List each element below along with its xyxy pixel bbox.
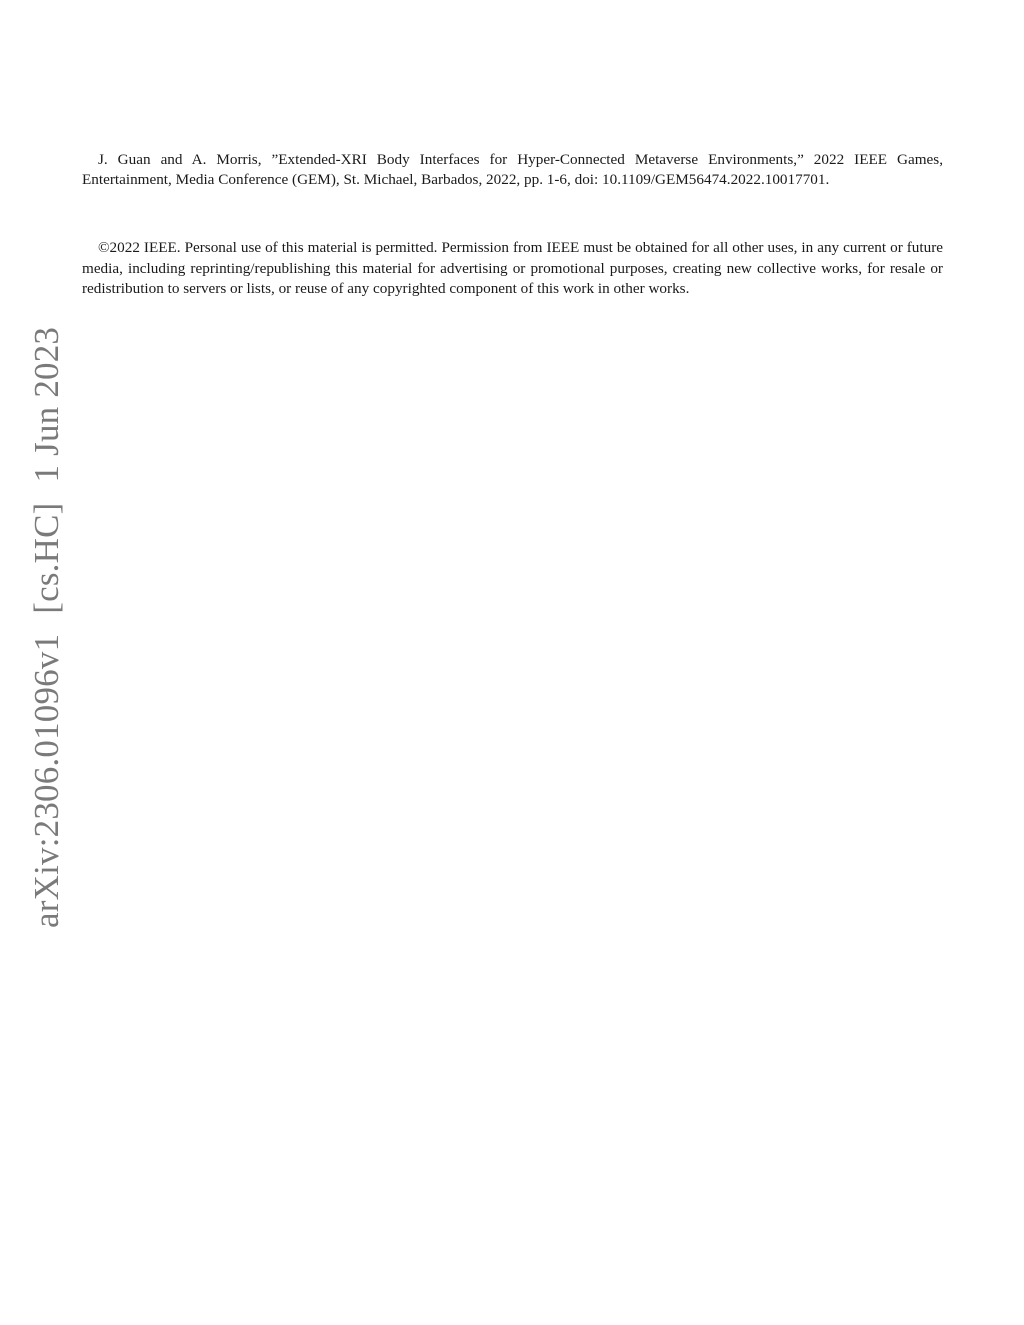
arxiv-date: 1 Jun 2023 [27,326,66,483]
copyright-notice: ©2022 IEEE. Personal use of this material is permitted. Permission from IEEE must be obtained for all other uses, in any current or future media, including reprinting/republishing this material for advertising or promotional purposes, creating new collective works, for resale or redistribution to servers or lists, or reuse of any copyrighted component of this work in other works. [82,239,943,297]
arxiv-side-stamp [29,327,65,928]
citation-paragraph: J. Guan and A. Morris, ”Extended-XRI Body Interfaces for Hyper-Connected Metaverse Environments,” 2022 IEEE Games, Entertainment, Media Conference (GEM), St. Michael, Barbados, 2022, pp. 1-6, doi: 10.1109/GEM56474.2022.10017701. [82,151,943,188]
arxiv-category: [cs.HC] [27,502,66,614]
arxiv-identifier: arXiv:2306.01096v1 [27,633,66,928]
